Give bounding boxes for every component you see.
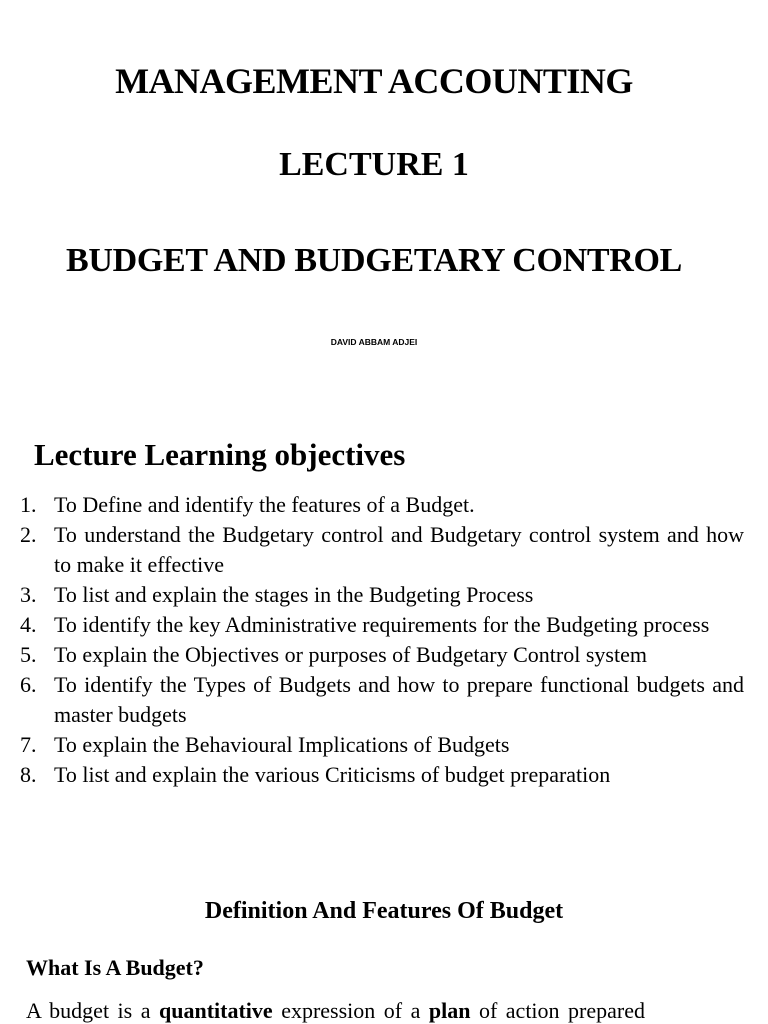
section-heading: Definition And Features Of Budget — [204, 898, 564, 924]
objective-text: To explain the Objectives or purposes of Budgetary Control system — [54, 642, 647, 667]
author-name: DAVID ABBAM ADJEI — [330, 337, 418, 347]
objective-text: To identify the Types of Budgets and how to prepare functional budgets and master budgets — [54, 672, 744, 727]
objectives-list — [20, 490, 744, 790]
objectives-heading: Lecture Learning objectives — [34, 437, 406, 472]
lecture-topic: BUDGET AND BUDGETARY CONTROL — [65, 242, 683, 279]
definition-bold-term: quantitative — [159, 998, 273, 1023]
objective-number: 3. — [20, 582, 37, 607]
objective-item — [20, 670, 744, 730]
objective-number: 1. — [20, 492, 37, 517]
definition-paragraph — [26, 996, 726, 1024]
objective-text: To understand the Budgetary control and Budgetary control system and how to make it effective — [54, 522, 744, 577]
definition-text: A budget is a — [26, 998, 159, 1023]
objective-text: To explain the Behavioural Implications of Budgets — [54, 732, 510, 757]
objective-item — [20, 640, 744, 670]
definition-bold-term: plan — [428, 998, 471, 1023]
definition-text: of action prepared — [470, 998, 645, 1023]
objective-item — [20, 610, 744, 640]
objective-number: 5. — [20, 642, 37, 667]
objective-number: 7. — [20, 732, 37, 757]
objective-number: 2. — [20, 522, 37, 547]
objective-number: 6. — [20, 672, 37, 697]
objective-text: To list and explain the stages in the Budgeting Process — [54, 582, 534, 607]
objective-number: 4. — [20, 612, 37, 637]
objective-number: 8. — [20, 762, 37, 787]
objective-item — [20, 490, 744, 520]
objective-item — [20, 760, 744, 790]
objective-item — [20, 730, 744, 760]
objective-text: To identify the key Administrative requirements for the Budgeting process — [54, 612, 710, 637]
objective-text: To list and explain the various Criticisms of budget preparation — [54, 762, 611, 787]
page-title: MANAGEMENT ACCOUNTING — [115, 61, 633, 101]
objective-item — [20, 580, 744, 610]
definition-text: expression of a — [272, 998, 429, 1023]
section-subheading: What Is A Budget? — [26, 955, 204, 980]
lecture-number: LECTURE 1 — [279, 146, 469, 183]
objective-item — [20, 520, 744, 580]
objective-text: To Define and identify the features of a Budget. — [54, 492, 475, 517]
